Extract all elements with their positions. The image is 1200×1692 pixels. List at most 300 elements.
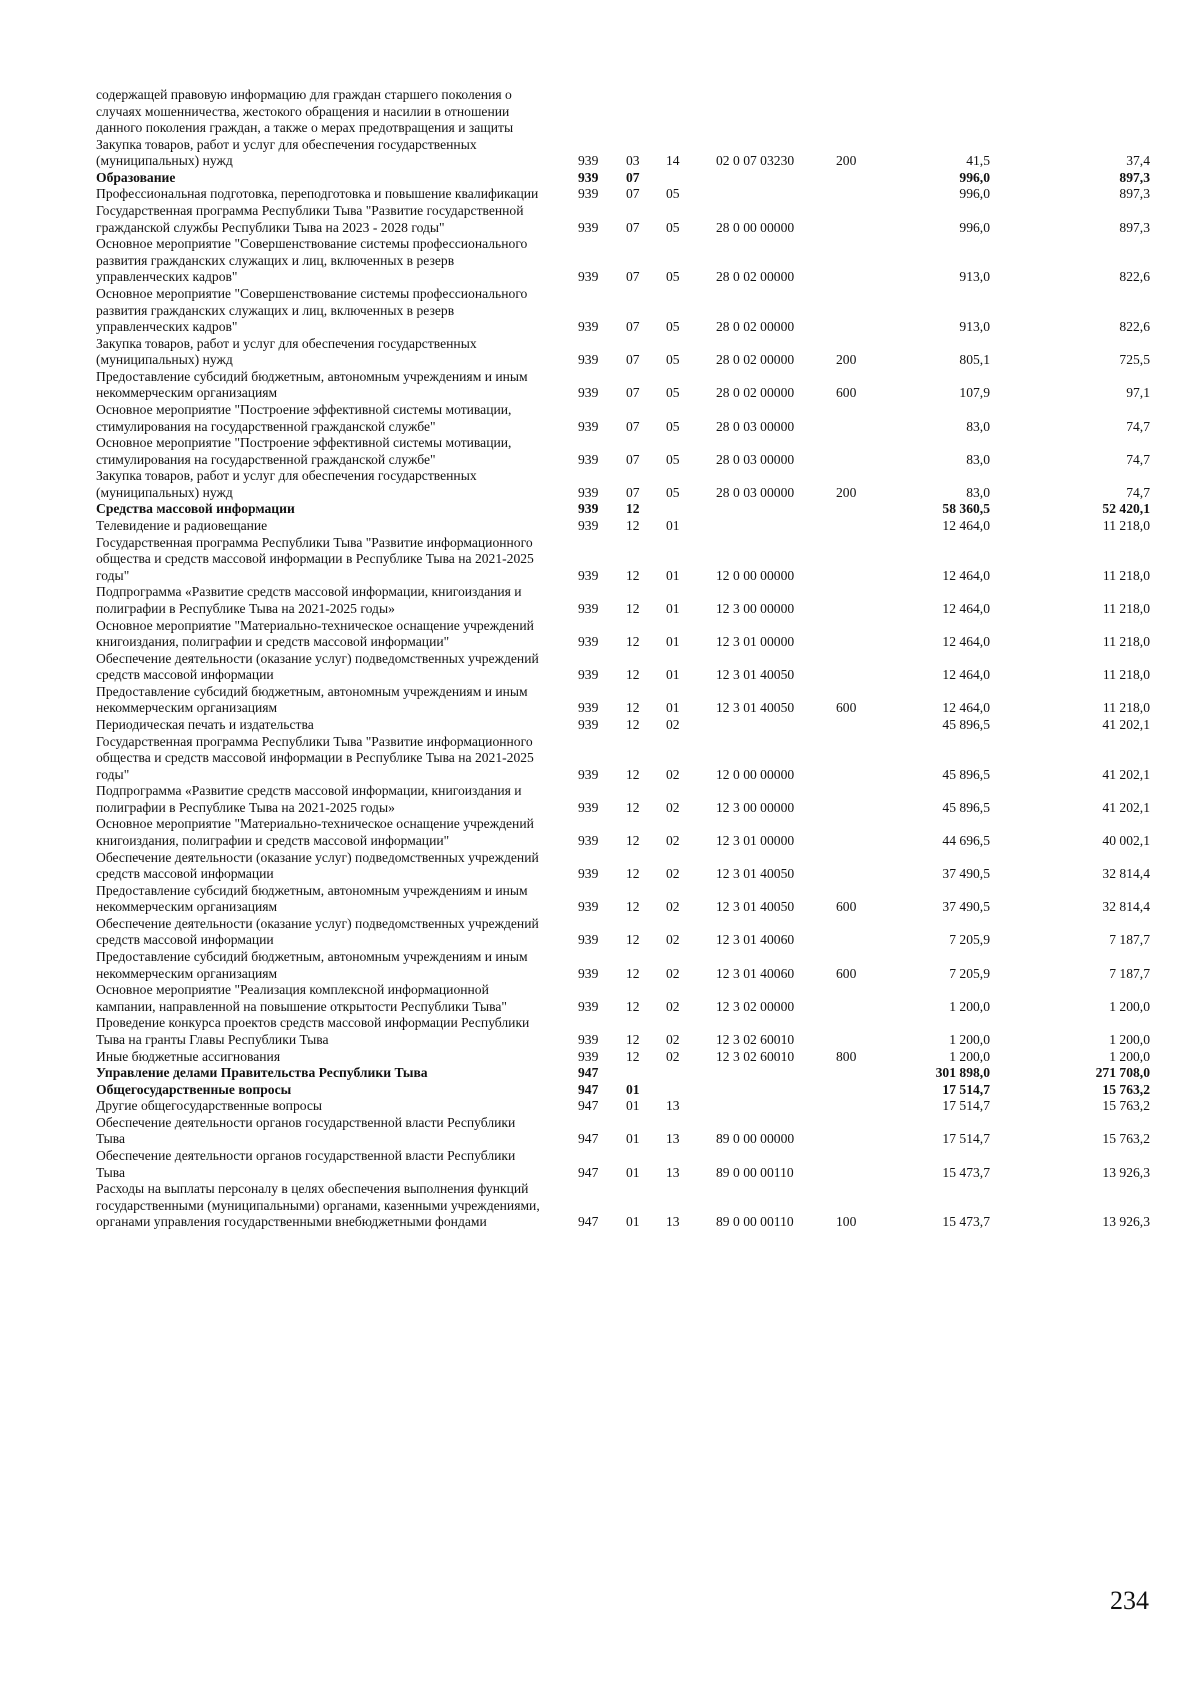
- table-row: [96, 286, 1156, 336]
- row-target-article: 12 3 01 00000: [716, 634, 795, 650]
- table-row: [96, 1148, 1156, 1181]
- row-name: Обеспечение деятельности (оказание услуг) подведомственных учреждений средств массовой информации: [96, 915, 539, 948]
- row-target-article: [700, 186, 828, 203]
- row-podrazdel: 13: [666, 1131, 680, 1147]
- row-razdel: [610, 1065, 658, 1082]
- row-podrazdel: 02: [666, 965, 680, 981]
- row-podrazdel: 01: [666, 700, 680, 716]
- row-razdel: 07: [626, 219, 640, 235]
- row-grbs: 939: [578, 501, 599, 517]
- row-razdel: 12: [626, 600, 640, 616]
- row-expense-type: [828, 916, 890, 949]
- row-razdel: 12: [626, 716, 640, 732]
- row-sum-2: 32 814,4: [1102, 866, 1150, 882]
- row-name: Подпрограмма «Развитие средств массовой информации, книгоиздания и полиграфии в Республике Тыва на 2021-2025 годы»: [96, 783, 522, 815]
- row-sum-2: 1 200,0: [1109, 1048, 1150, 1064]
- table-row: [96, 1082, 1156, 1099]
- row-sum-1: 37 490,5: [942, 899, 990, 915]
- row-target-article: 12 3 02 00000: [716, 998, 795, 1014]
- row-grbs: 947: [578, 1081, 599, 1097]
- row-grbs: 939: [578, 418, 599, 434]
- table-row: [96, 369, 1156, 402]
- row-razdel: 01: [626, 1081, 640, 1097]
- row-name: Основное мероприятие "Построение эффективной системы мотивации, стимулирования на государственной гражданской службе": [96, 435, 512, 467]
- row-sum-2: 11 218,0: [1102, 518, 1150, 534]
- row-sum-2: 74,7: [1126, 484, 1150, 500]
- row-razdel: 01: [626, 1098, 640, 1114]
- row-podrazdel: 02: [666, 799, 680, 815]
- row-name: Предоставление субсидий бюджетным, автономным учреждениям и иным некоммерческим организациям: [96, 882, 528, 915]
- row-sum-1: 913,0: [959, 269, 990, 285]
- row-sum-1: [890, 87, 1020, 137]
- table-row: [96, 1015, 1156, 1048]
- row-sum-1: 83,0: [966, 418, 990, 434]
- row-podrazdel: 02: [666, 766, 680, 782]
- row-sum-2: 11 218,0: [1102, 667, 1150, 683]
- row-target-article: 28 0 02 00000: [716, 269, 795, 285]
- row-grbs: 939: [578, 567, 599, 583]
- row-target-article: 28 0 03 00000: [716, 484, 795, 500]
- row-razdel: 12: [626, 965, 640, 981]
- row-target-article: 12 3 02 60010: [716, 1048, 795, 1064]
- row-expense-type: 600: [836, 899, 857, 915]
- row-sum-1: 44 696,5: [942, 833, 990, 849]
- row-grbs: 939: [578, 833, 599, 849]
- row-grbs: 947: [578, 1131, 599, 1147]
- row-podrazdel: 02: [666, 899, 680, 915]
- row-target-article: 12 3 01 00000: [716, 833, 795, 849]
- row-grbs: 939: [578, 716, 599, 732]
- table-row: [96, 535, 1156, 585]
- row-expense-type: [828, 402, 890, 435]
- row-sum-1: 996,0: [959, 169, 990, 185]
- row-sum-2: 15 763,2: [1102, 1131, 1150, 1147]
- row-sum-2: 13 926,3: [1102, 1164, 1150, 1180]
- row-target-article: 12 3 02 60010: [716, 1031, 795, 1047]
- row-podrazdel: 05: [666, 451, 680, 467]
- row-target-article: [700, 501, 828, 518]
- table-row: [96, 850, 1156, 883]
- row-sum-1: 805,1: [959, 352, 990, 368]
- row-podrazdel: [658, 1082, 700, 1099]
- row-expense-type: [828, 651, 890, 684]
- row-sum-1: 12 464,0: [942, 700, 990, 716]
- row-grbs: 939: [578, 766, 599, 782]
- row-sum-2: 11 218,0: [1102, 567, 1150, 583]
- row-expense-type: 600: [836, 965, 857, 981]
- row-expense-type: [828, 816, 890, 849]
- row-razdel: 12: [626, 1048, 640, 1064]
- row-sum-1: 83,0: [966, 484, 990, 500]
- row-sum-2: 822,6: [1119, 319, 1150, 335]
- row-name: Обеспечение деятельности органов государственной власти Республики Тыва: [96, 1114, 516, 1147]
- row-podrazdel: 05: [666, 186, 680, 202]
- row-podrazdel: 01: [666, 600, 680, 616]
- row-name: Предоставление субсидий бюджетным, автономным учреждениям и иным некоммерческим организациям: [96, 683, 528, 716]
- row-name: Государственная программа Республики Тыва "Развитие информационного общества и средств массовой информации в Республике Тыва на 2021-2025 годы": [96, 534, 534, 583]
- row-podrazdel: 02: [666, 932, 680, 948]
- row-target-article: 12 3 00 00000: [716, 600, 795, 616]
- row-razdel: 12: [626, 501, 640, 517]
- row-expense-type: [828, 1148, 890, 1181]
- row-sum-2: 15 763,2: [1102, 1081, 1150, 1097]
- row-sum-2: 1 200,0: [1109, 998, 1150, 1014]
- row-podrazdel: 05: [666, 319, 680, 335]
- row-razdel: 07: [626, 484, 640, 500]
- row-name: Закупка товаров, работ и услуг для обеспечения государственных (муниципальных) нужд: [96, 136, 477, 169]
- row-podrazdel: 13: [666, 1098, 680, 1114]
- row-expense-type: [828, 734, 890, 784]
- table-row: [96, 684, 1156, 717]
- row-name: Основное мероприятие "Построение эффективной системы мотивации, стимулирования на государственной гражданской службе": [96, 401, 512, 434]
- row-name: содержащей правовую информацию для граждан старшего поколения о случаях мошенничества, жестокого обращения и насилии в отношении данного поколения граждан, а также о мерах предотвращения и защиты: [96, 87, 514, 136]
- row-podrazdel: 02: [666, 866, 680, 882]
- row-expense-type: 600: [836, 700, 857, 716]
- row-name: Закупка товаров, работ и услуг для обеспечения государственных (муниципальных) нужд: [96, 468, 477, 500]
- row-name: Предоставление субсидий бюджетным, автономным учреждениям и иным некоммерческим организациям: [96, 368, 528, 401]
- row-name: Основное мероприятие "Совершенствование системы профессионального развития гражданских служащих и лиц, включенных в резерв управленческих кадров": [96, 236, 528, 285]
- table-row: [96, 236, 1156, 286]
- row-sum-2: 37,4: [1126, 153, 1150, 169]
- row-grbs: [564, 87, 610, 137]
- row-sum-2: 7 187,7: [1109, 932, 1150, 948]
- row-podrazdel: 02: [666, 1048, 680, 1064]
- row-expense-type: [828, 618, 890, 651]
- table-row: [96, 949, 1156, 982]
- row-razdel: 03: [626, 153, 640, 169]
- row-razdel: 12: [626, 866, 640, 882]
- row-name: Другие общегосударственные вопросы: [96, 1098, 323, 1114]
- row-grbs: 947: [578, 1065, 599, 1081]
- row-grbs: 939: [578, 998, 599, 1014]
- row-sum-1: 12 464,0: [942, 667, 990, 683]
- row-podrazdel: [658, 501, 700, 518]
- row-target-article: [700, 1082, 828, 1099]
- row-podrazdel: 01: [666, 567, 680, 583]
- row-razdel: 12: [626, 766, 640, 782]
- row-razdel: [610, 87, 658, 137]
- row-name: Закупка товаров, работ и услуг для обеспечения государственных (муниципальных) нужд: [96, 335, 477, 368]
- row-expense-type: [828, 435, 890, 468]
- row-sum-2: 725,5: [1119, 352, 1150, 368]
- row-target-article: 28 0 03 00000: [716, 451, 795, 467]
- row-name: Основное мероприятие "Материально-техническое оснащение учреждений книгоиздания, полиграфии и средств массовой информации": [96, 617, 534, 650]
- row-grbs: 939: [578, 169, 599, 185]
- row-sum-1: 58 360,5: [942, 501, 990, 517]
- row-sum-1: 7 205,9: [949, 965, 990, 981]
- row-razdel: 07: [626, 418, 640, 434]
- row-expense-type: [828, 783, 890, 816]
- row-sum-1: 12 464,0: [942, 567, 990, 583]
- row-name: Образование: [96, 169, 176, 185]
- row-sum-2: 32 814,4: [1102, 899, 1150, 915]
- table-row: [96, 1065, 1156, 1082]
- row-razdel: 12: [626, 899, 640, 915]
- row-sum-2: 97,1: [1126, 385, 1150, 401]
- row-name: Управление делами Правительства Республики Тыва: [96, 1065, 428, 1081]
- table-row: [96, 783, 1156, 816]
- row-expense-type: [828, 535, 890, 585]
- row-razdel: 12: [626, 998, 640, 1014]
- row-grbs: 939: [578, 700, 599, 716]
- row-grbs: 939: [578, 451, 599, 467]
- row-sum-1: 1 200,0: [949, 998, 990, 1014]
- table-row: [96, 1098, 1156, 1115]
- table-row: [96, 816, 1156, 849]
- row-razdel: 07: [626, 352, 640, 368]
- row-sum-1: 17 514,7: [942, 1081, 990, 1097]
- row-sum-2: 11 218,0: [1102, 600, 1150, 616]
- row-sum-2: 7 187,7: [1109, 965, 1150, 981]
- row-razdel: 12: [626, 700, 640, 716]
- row-sum-2: 40 002,1: [1102, 833, 1150, 849]
- row-grbs: 947: [578, 1098, 599, 1114]
- table-row: [96, 501, 1156, 518]
- row-sum-2: 13 926,3: [1102, 1214, 1150, 1230]
- row-podrazdel: [658, 170, 700, 187]
- row-target-article: [700, 87, 828, 137]
- table-row: [96, 468, 1156, 501]
- row-name: Общегосударственные вопросы: [96, 1081, 292, 1097]
- row-sum-1: 41,5: [966, 153, 990, 169]
- table-row: [96, 435, 1156, 468]
- row-target-article: 28 0 02 00000: [716, 319, 795, 335]
- row-expense-type: [828, 982, 890, 1015]
- row-grbs: 939: [578, 219, 599, 235]
- row-podrazdel: [658, 87, 700, 137]
- row-expense-type: [828, 518, 890, 535]
- row-sum-2: [1020, 87, 1156, 137]
- row-target-article: [700, 170, 828, 187]
- row-sum-1: 913,0: [959, 319, 990, 335]
- row-razdel: 01: [626, 1214, 640, 1230]
- page-number: 234: [1110, 1586, 1149, 1615]
- row-name: Проведение конкурса проектов средств массовой информации Республики Тыва на гранты Главы Республики Тыва: [96, 1015, 530, 1047]
- row-sum-1: 1 200,0: [949, 1031, 990, 1047]
- budget-table: [96, 87, 1156, 1231]
- table-row: [96, 1115, 1156, 1148]
- table-row: [96, 883, 1156, 916]
- row-target-article: 89 0 00 00000: [716, 1131, 795, 1147]
- row-sum-2: 41 202,1: [1102, 799, 1150, 815]
- row-sum-2: 1 200,0: [1109, 1031, 1150, 1047]
- row-sum-1: 7 205,9: [949, 932, 990, 948]
- row-razdel: 12: [626, 799, 640, 815]
- row-sum-2: 74,7: [1126, 418, 1150, 434]
- row-expense-type: [828, 1065, 890, 1082]
- row-grbs: 939: [578, 319, 599, 335]
- row-target-article: [700, 1098, 828, 1115]
- row-sum-1: 12 464,0: [942, 600, 990, 616]
- row-name: Средства массовой информации: [96, 501, 295, 517]
- table-row: [96, 982, 1156, 1015]
- row-name: Обеспечение деятельности (оказание услуг) подведомственных учреждений средств массовой информации: [96, 650, 539, 683]
- row-podrazdel: 13: [666, 1164, 680, 1180]
- table-row: [96, 170, 1156, 187]
- row-razdel: 12: [626, 518, 640, 534]
- row-name: Телевидение и радиовещание: [96, 518, 268, 534]
- row-razdel: 12: [626, 667, 640, 683]
- row-name: Государственная программа Республики Тыва "Развитие государственной гражданской службы Республики Тыва на 2023 - 2028 годы": [96, 203, 524, 235]
- row-expense-type: [828, 1115, 890, 1148]
- row-grbs: 939: [578, 932, 599, 948]
- row-expense-type: [828, 203, 890, 236]
- row-expense-type: 600: [836, 385, 857, 401]
- table-row: [96, 186, 1156, 203]
- table-row: [96, 518, 1156, 535]
- row-razdel: 12: [626, 634, 640, 650]
- row-sum-2: 41 202,1: [1102, 766, 1150, 782]
- row-name: Периодическая печать и издательства: [96, 716, 314, 732]
- row-grbs: 939: [578, 600, 599, 616]
- row-podrazdel: 01: [666, 518, 680, 534]
- row-target-article: 28 0 02 00000: [716, 352, 795, 368]
- row-podrazdel: 02: [666, 998, 680, 1014]
- row-podrazdel: 05: [666, 352, 680, 368]
- row-grbs: 947: [578, 1164, 599, 1180]
- row-grbs: 939: [578, 518, 599, 534]
- row-expense-type: [828, 584, 890, 617]
- row-sum-1: 45 896,5: [942, 766, 990, 782]
- row-name: Государственная программа Республики Тыва "Развитие информационного общества и средств массовой информации в Республике Тыва на 2021-2025 годы": [96, 733, 534, 782]
- row-sum-2: 11 218,0: [1102, 634, 1150, 650]
- row-target-article: 28 0 00 00000: [716, 219, 795, 235]
- row-grbs: 939: [578, 667, 599, 683]
- row-expense-type: [828, 186, 890, 203]
- row-razdel: 07: [626, 451, 640, 467]
- row-expense-type: [828, 286, 890, 336]
- row-grbs: 939: [578, 269, 599, 285]
- row-sum-1: 17 514,7: [942, 1098, 990, 1114]
- row-sum-1: 1 200,0: [949, 1048, 990, 1064]
- row-target-article: 12 3 01 40050: [716, 866, 795, 882]
- row-razdel: 12: [626, 1031, 640, 1047]
- row-target-article: 12 3 01 40060: [716, 965, 795, 981]
- table-row: [96, 336, 1156, 369]
- row-target-article: 02 0 07 03230: [716, 153, 795, 169]
- row-target-article: [700, 717, 828, 734]
- row-podrazdel: 01: [666, 634, 680, 650]
- row-grbs: 939: [578, 899, 599, 915]
- row-razdel: 01: [626, 1131, 640, 1147]
- row-sum-1: 37 490,5: [942, 866, 990, 882]
- row-expense-type: 800: [836, 1048, 857, 1064]
- row-expense-type: [828, 1098, 890, 1115]
- row-grbs: 939: [578, 634, 599, 650]
- row-name: Предоставление субсидий бюджетным, автономным учреждениям и иным некоммерческим организациям: [96, 949, 528, 981]
- row-target-article: 12 3 01 40060: [716, 932, 795, 948]
- row-sum-2: 52 420,1: [1102, 501, 1150, 517]
- row-sum-1: 996,0: [959, 186, 990, 202]
- row-sum-1: 15 473,7: [942, 1164, 990, 1180]
- row-sum-1: 45 896,5: [942, 799, 990, 815]
- row-sum-1: 12 464,0: [942, 634, 990, 650]
- table-row: [96, 717, 1156, 734]
- row-razdel: 12: [626, 567, 640, 583]
- row-sum-1: 107,9: [959, 385, 990, 401]
- row-podrazdel: 05: [666, 484, 680, 500]
- row-name: Обеспечение деятельности органов государственной власти Республики Тыва: [96, 1148, 516, 1180]
- table-row: [96, 651, 1156, 684]
- row-name: Подпрограмма «Развитие средств массовой информации, книгоиздания и полиграфии в Республике Тыва на 2021-2025 годы»: [96, 584, 522, 616]
- row-sum-2: 74,7: [1126, 451, 1150, 467]
- row-razdel: 01: [626, 1164, 640, 1180]
- row-name: Профессиональная подготовка, переподготовка и повышение квалификации: [96, 186, 539, 202]
- table-row: [96, 584, 1156, 617]
- row-sum-2: 11 218,0: [1102, 700, 1150, 716]
- row-grbs: 939: [578, 1048, 599, 1064]
- row-sum-2: 15 763,2: [1102, 1098, 1150, 1114]
- row-sum-1: 996,0: [959, 219, 990, 235]
- row-podrazdel: 02: [666, 1031, 680, 1047]
- row-sum-2: 822,6: [1119, 269, 1150, 285]
- row-expense-type: 100: [836, 1214, 857, 1230]
- row-sum-1: 12 464,0: [942, 518, 990, 534]
- table-row: [96, 402, 1156, 435]
- row-expense-type: [828, 850, 890, 883]
- row-grbs: 939: [578, 866, 599, 882]
- table-row: [96, 1049, 1156, 1066]
- table-row: [96, 87, 1156, 137]
- table-row: [96, 1181, 1156, 1231]
- row-grbs: 939: [578, 484, 599, 500]
- row-podrazdel: 13: [666, 1214, 680, 1230]
- row-grbs: 939: [578, 153, 599, 169]
- row-target-article: [700, 518, 828, 535]
- row-name: Иные бюджетные ассигнования: [96, 1048, 281, 1064]
- row-razdel: 07: [626, 385, 640, 401]
- row-target-article: 12 3 01 40050: [716, 700, 795, 716]
- table-row: [96, 618, 1156, 651]
- row-sum-1: 301 898,0: [935, 1065, 990, 1081]
- row-target-article: [700, 1065, 828, 1082]
- row-target-article: 89 0 00 00110: [716, 1164, 794, 1180]
- row-expense-type: [828, 236, 890, 286]
- row-expense-type: [828, 87, 890, 137]
- row-sum-2: 271 708,0: [1095, 1065, 1150, 1081]
- row-target-article: 28 0 02 00000: [716, 385, 795, 401]
- row-expense-type: 200: [836, 484, 857, 500]
- row-expense-type: [828, 1082, 890, 1099]
- table-row: [96, 734, 1156, 784]
- row-target-article: 12 3 00 00000: [716, 799, 795, 815]
- row-grbs: 939: [578, 385, 599, 401]
- row-expense-type: [828, 717, 890, 734]
- row-name: Обеспечение деятельности (оказание услуг) подведомственных учреждений средств массовой информации: [96, 849, 539, 882]
- row-grbs: 939: [578, 1031, 599, 1047]
- row-target-article: 12 3 01 40050: [716, 899, 795, 915]
- row-sum-2: 897,3: [1119, 219, 1150, 235]
- row-podrazdel: 02: [666, 833, 680, 849]
- row-expense-type: 200: [836, 153, 857, 169]
- row-sum-2: 41 202,1: [1102, 716, 1150, 732]
- row-name: Основное мероприятие "Материально-техническое оснащение учреждений книгоиздания, полиграфии и средств массовой информации": [96, 816, 534, 849]
- row-podrazdel: 05: [666, 219, 680, 235]
- row-name: Расходы на выплаты персоналу в целях обеспечения выполнения функций государственными (муниципальными) органами, казенными учреждениями, органами управления государственными внебюджетными фондами: [96, 1181, 540, 1230]
- row-razdel: 07: [626, 319, 640, 335]
- row-podrazdel: 05: [666, 385, 680, 401]
- row-razdel: 12: [626, 833, 640, 849]
- row-podrazdel: 05: [666, 418, 680, 434]
- row-expense-type: [828, 501, 890, 518]
- row-sum-2: 897,3: [1119, 169, 1150, 185]
- row-podrazdel: 01: [666, 667, 680, 683]
- table-row: [96, 916, 1156, 949]
- row-target-article: 12 0 00 00000: [716, 766, 795, 782]
- row-sum-2: 897,3: [1119, 186, 1150, 202]
- row-expense-type: 200: [836, 352, 857, 368]
- budget-table-body: [96, 87, 1156, 1231]
